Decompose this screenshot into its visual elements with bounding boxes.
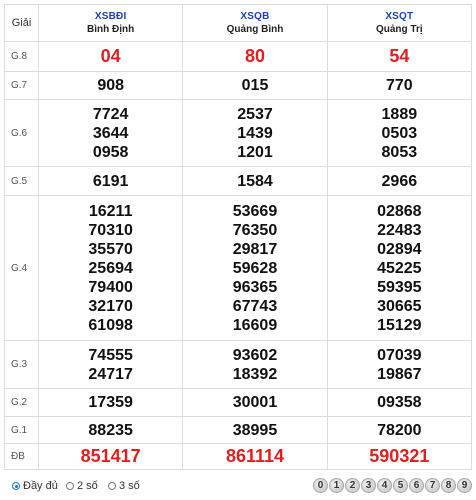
- lottery-number: 7724: [92, 105, 129, 123]
- digit-button[interactable]: 8: [441, 478, 456, 493]
- lottery-number: 74555: [88, 346, 133, 364]
- lottery-number: 1201: [237, 143, 273, 161]
- lottery-number: 770: [385, 77, 413, 94]
- prize-result-cell: [39, 167, 183, 196]
- prize-row: [5, 42, 472, 72]
- lottery-number: 1439: [237, 124, 273, 142]
- prize-row: [5, 417, 472, 444]
- digit-button[interactable]: 3: [361, 478, 376, 493]
- prize-row: [5, 167, 472, 196]
- prize-result-cell: [39, 341, 183, 389]
- prize-result-cell: [39, 417, 183, 444]
- lottery-number: 17359: [88, 394, 133, 411]
- prize-label: ĐB: [5, 444, 39, 470]
- prize-label: G.6: [5, 100, 39, 167]
- lottery-number: 590321: [369, 446, 430, 466]
- prize-result-cell: [183, 341, 327, 389]
- province-code-link[interactable]: XSBĐI: [94, 11, 127, 22]
- prize-column-header: Giải: [5, 5, 39, 42]
- lottery-number: 70310: [88, 221, 133, 239]
- lottery-number: 80: [244, 46, 265, 66]
- option-label: Đầy đủ: [23, 480, 58, 492]
- lottery-number: 38995: [232, 421, 278, 439]
- lottery-number: 851417: [80, 446, 141, 466]
- option-full[interactable]: [12, 480, 58, 492]
- lottery-number: 2966: [381, 172, 418, 190]
- display-options-bar: [4, 478, 472, 498]
- prize-label: G.1: [5, 417, 39, 444]
- table-header-row: [5, 5, 472, 42]
- lottery-results-table: [4, 4, 472, 470]
- lottery-number: 59628: [232, 259, 278, 277]
- lottery-number: 53669: [232, 202, 278, 220]
- lottery-number: 32170: [88, 297, 133, 315]
- lottery-number: 45225: [377, 259, 422, 277]
- prize-result-cell: [39, 444, 183, 470]
- prize-row: [5, 389, 472, 417]
- lottery-number: 8053: [381, 143, 418, 161]
- prize-row: [5, 72, 472, 100]
- prize-result-cell: [183, 196, 327, 341]
- digit-button[interactable]: 1: [329, 478, 344, 493]
- lottery-number: 16609: [232, 316, 278, 334]
- lottery-number: 02894: [377, 240, 422, 258]
- lottery-number: 3644: [92, 124, 129, 142]
- lottery-number: 0958: [92, 143, 129, 161]
- lottery-number: 96365: [232, 278, 278, 296]
- lottery-number: 67743: [232, 297, 278, 315]
- results-panel: [4, 4, 472, 470]
- lottery-number: 30665: [377, 297, 422, 315]
- province-name: Quảng Trị: [375, 24, 423, 35]
- prize-result-cell: [39, 72, 183, 100]
- lottery-number: 04: [100, 46, 121, 66]
- prize-label: G.4: [5, 196, 39, 341]
- lottery-number: 1889: [381, 105, 418, 123]
- digit-button[interactable]: 5: [393, 478, 408, 493]
- prize-result-cell: [183, 417, 327, 444]
- lottery-number: 79400: [88, 278, 133, 296]
- digit-button[interactable]: 2: [345, 478, 360, 493]
- prize-result-cell: [327, 196, 471, 341]
- radio-3-digits[interactable]: [108, 482, 116, 490]
- prize-row: [5, 341, 472, 389]
- prize-result-cell: [39, 100, 183, 167]
- prize-result-cell: [327, 341, 471, 389]
- radio-2-digits[interactable]: [66, 482, 74, 490]
- province-name: Bình Định: [87, 24, 135, 35]
- lottery-number: 61098: [88, 316, 133, 334]
- prize-result-cell: [183, 389, 327, 417]
- prize-result-cell: [183, 167, 327, 196]
- prize-row: [5, 100, 472, 167]
- lottery-number: 2537: [237, 105, 273, 123]
- lottery-number: 59395: [377, 278, 422, 296]
- prize-result-cell: [327, 417, 471, 444]
- prize-result-cell: [39, 389, 183, 417]
- lottery-number: 0503: [381, 124, 418, 142]
- lottery-number: 015: [241, 77, 269, 94]
- lottery-number: 16211: [88, 202, 133, 220]
- lottery-number: 15129: [377, 316, 422, 334]
- lottery-number: 88235: [88, 421, 133, 439]
- prize-result-cell: [183, 444, 327, 470]
- prize-result-cell: [327, 444, 471, 470]
- province-code-link[interactable]: XSQT: [385, 11, 414, 22]
- lottery-number: 54: [389, 46, 410, 66]
- prize-result-cell: [183, 72, 327, 100]
- lottery-number: 30001: [232, 394, 278, 411]
- prize-label: G.2: [5, 389, 39, 417]
- prize-row: [5, 444, 472, 470]
- lottery-number: 09358: [377, 394, 422, 411]
- digit-button[interactable]: 7: [425, 478, 440, 493]
- province-header-quang-tri: [327, 5, 471, 42]
- prize-result-cell: [183, 100, 327, 167]
- lottery-number: 29817: [232, 240, 278, 258]
- prize-result-cell: [327, 42, 471, 72]
- lottery-number: 19867: [377, 365, 422, 383]
- prize-result-cell: [327, 167, 471, 196]
- province-name: Quảng Bình: [226, 24, 284, 35]
- digit-button[interactable]: 0: [313, 478, 328, 493]
- lottery-number: 35570: [88, 240, 133, 258]
- option-3-digits[interactable]: [108, 480, 140, 492]
- province-header-quang-binh: [183, 5, 327, 42]
- option-2-digits[interactable]: [66, 480, 98, 492]
- lottery-number: 861114: [225, 446, 285, 466]
- province-code-link[interactable]: XSQB: [240, 11, 270, 22]
- lottery-number: 78200: [377, 421, 422, 439]
- province-header-binh-dinh: [39, 5, 183, 42]
- lottery-number: 908: [97, 77, 125, 94]
- option-label: 3 số: [119, 480, 140, 492]
- prize-result-cell: [39, 196, 183, 341]
- lottery-number: 24717: [88, 365, 133, 383]
- digit-button[interactable]: 4: [377, 478, 392, 493]
- prize-label: G.5: [5, 167, 39, 196]
- prize-label: G.8: [5, 42, 39, 72]
- lottery-number: 76350: [232, 221, 278, 239]
- digit-filter: [312, 478, 472, 493]
- radio-full[interactable]: [12, 482, 20, 490]
- lottery-number: 02868: [377, 202, 422, 220]
- prize-result-cell: [327, 100, 471, 167]
- digit-button[interactable]: 9: [457, 478, 472, 493]
- lottery-number: 6191: [92, 172, 129, 190]
- digit-button[interactable]: 6: [409, 478, 424, 493]
- prize-label: G.7: [5, 72, 39, 100]
- prize-label: G.3: [5, 341, 39, 389]
- lottery-number: 1584: [237, 172, 273, 190]
- lottery-number: 22483: [377, 221, 422, 239]
- lottery-number: 25694: [88, 259, 133, 277]
- prize-result-cell: [327, 389, 471, 417]
- lottery-number: 07039: [377, 346, 422, 364]
- prize-result-cell: [183, 42, 327, 72]
- prize-result-cell: [327, 72, 471, 100]
- prize-result-cell: [39, 42, 183, 72]
- prize-row: [5, 196, 472, 341]
- option-label: 2 số: [77, 480, 98, 492]
- lottery-number: 93602: [232, 346, 278, 364]
- lottery-number: 18392: [232, 365, 278, 383]
